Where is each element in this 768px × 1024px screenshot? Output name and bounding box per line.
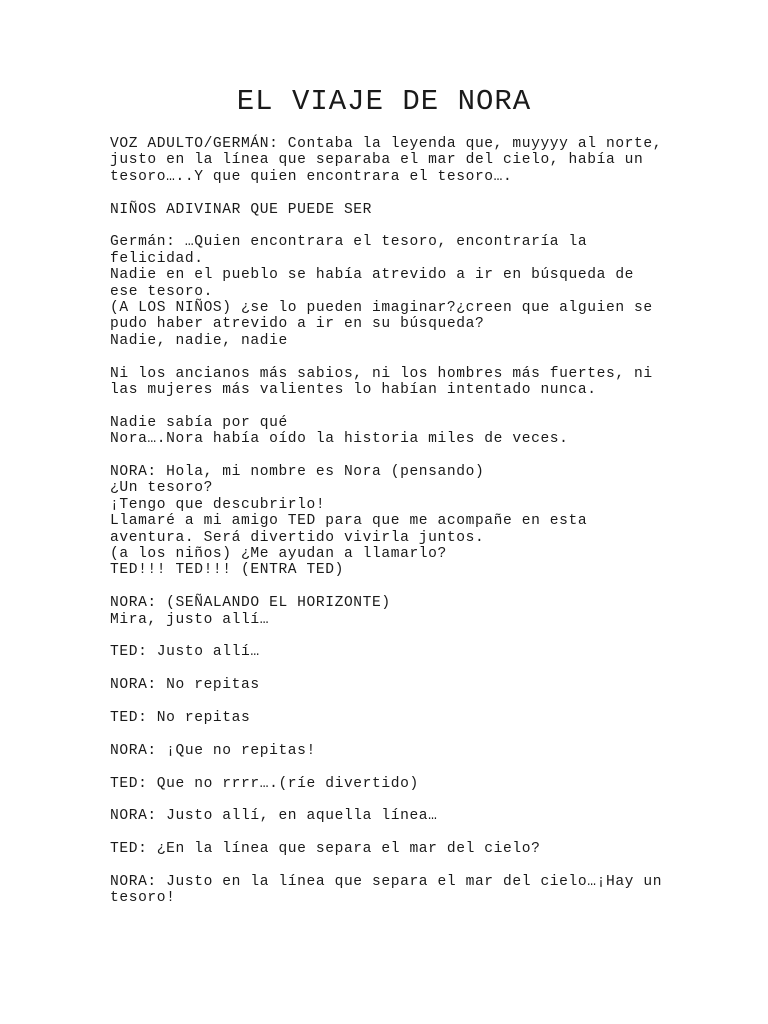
text-line: las mujeres más valientes lo habían intentado nunca. xyxy=(110,382,597,399)
text-line: NORA: Justo allí, en aquella línea… xyxy=(110,808,438,825)
text-line: (a los niños) ¿Me ayudan a llamarlo? xyxy=(110,546,447,563)
text-line: felicidad. xyxy=(110,250,204,267)
text-line: ese tesoro. xyxy=(110,283,213,300)
script-paragraph xyxy=(110,808,710,824)
script-paragraph xyxy=(110,874,710,907)
text-line: TED: Que no rrrr….(ríe divertido) xyxy=(110,775,419,792)
script-paragraph xyxy=(110,464,710,579)
script-paragraph xyxy=(110,415,710,448)
text-line: Llamaré a mi amigo TED para que me acompañe en esta xyxy=(110,513,588,530)
text-line: TED: No repitas xyxy=(110,710,251,727)
text-line: ¿Un tesoro? xyxy=(110,480,213,497)
script-paragraph xyxy=(110,677,710,693)
script-paragraph xyxy=(110,644,710,660)
text-line: pudo haber atrevido a ir en su búsqueda? xyxy=(110,316,485,333)
text-line: tesoro! xyxy=(110,890,176,907)
script-paragraph xyxy=(110,743,710,759)
text-line: aventura. Será divertido vivirla juntos. xyxy=(110,529,485,546)
text-line: Nora….Nora había oído la historia miles de veces. xyxy=(110,431,569,448)
text-line: ¡Tengo que descubrirlo! xyxy=(110,496,326,513)
text-line: Nadie en el pueblo se había atrevido a ir en búsqueda de xyxy=(110,267,635,284)
text-line: Germán: …Quien encontrara el tesoro, encontraría la xyxy=(110,234,588,251)
script-paragraph xyxy=(110,710,710,726)
script-paragraph xyxy=(110,234,710,349)
text-line: Ni los ancianos más sabios, ni los hombres más fuertes, ni xyxy=(110,365,653,382)
text-line: Nadie, nadie, nadie xyxy=(110,332,288,349)
text-line: VOZ ADULTO/GERMÁN: Contaba la leyenda que, muyyyy al norte, xyxy=(110,136,663,152)
document-body xyxy=(110,136,710,923)
text-line: NORA: Hola, mi nombre es Nora (pensando) xyxy=(110,464,485,481)
text-line: tesoro…..Y que quien encontrara el tesoro…. xyxy=(110,168,513,185)
text-line: NORA: (SEÑALANDO EL HORIZONTE) xyxy=(110,595,391,612)
text-line: Nadie sabía por qué xyxy=(110,414,288,431)
script-paragraph xyxy=(110,595,710,628)
text-line: NORA: ¡Que no repitas! xyxy=(110,742,316,759)
text-line: (A LOS NIÑOS) ¿se lo pueden imaginar?¿creen que alguien se xyxy=(110,300,653,317)
text-line: NIÑOS ADIVINAR QUE PUEDE SER xyxy=(110,201,373,218)
text-line: TED: ¿En la línea que separa el mar del cielo? xyxy=(110,841,541,858)
text-line: TED!!! TED!!! (ENTRA TED) xyxy=(110,562,344,579)
text-line: TED: Justo allí… xyxy=(110,644,260,661)
script-paragraph xyxy=(110,841,710,857)
text-line: NORA: No repitas xyxy=(110,677,260,694)
script-paragraph xyxy=(110,776,710,792)
script-paragraph xyxy=(110,202,710,218)
text-line: justo en la línea que separaba el mar del cielo, había un xyxy=(110,152,644,169)
script-paragraph xyxy=(110,136,710,185)
script-paragraph xyxy=(110,366,710,399)
document-title: EL VIAJE DE NORA xyxy=(236,85,532,118)
text-line: NORA: Justo en la línea que separa el mar del cielo…¡Hay un xyxy=(110,874,663,891)
text-line: Mira, justo allí… xyxy=(110,611,270,628)
